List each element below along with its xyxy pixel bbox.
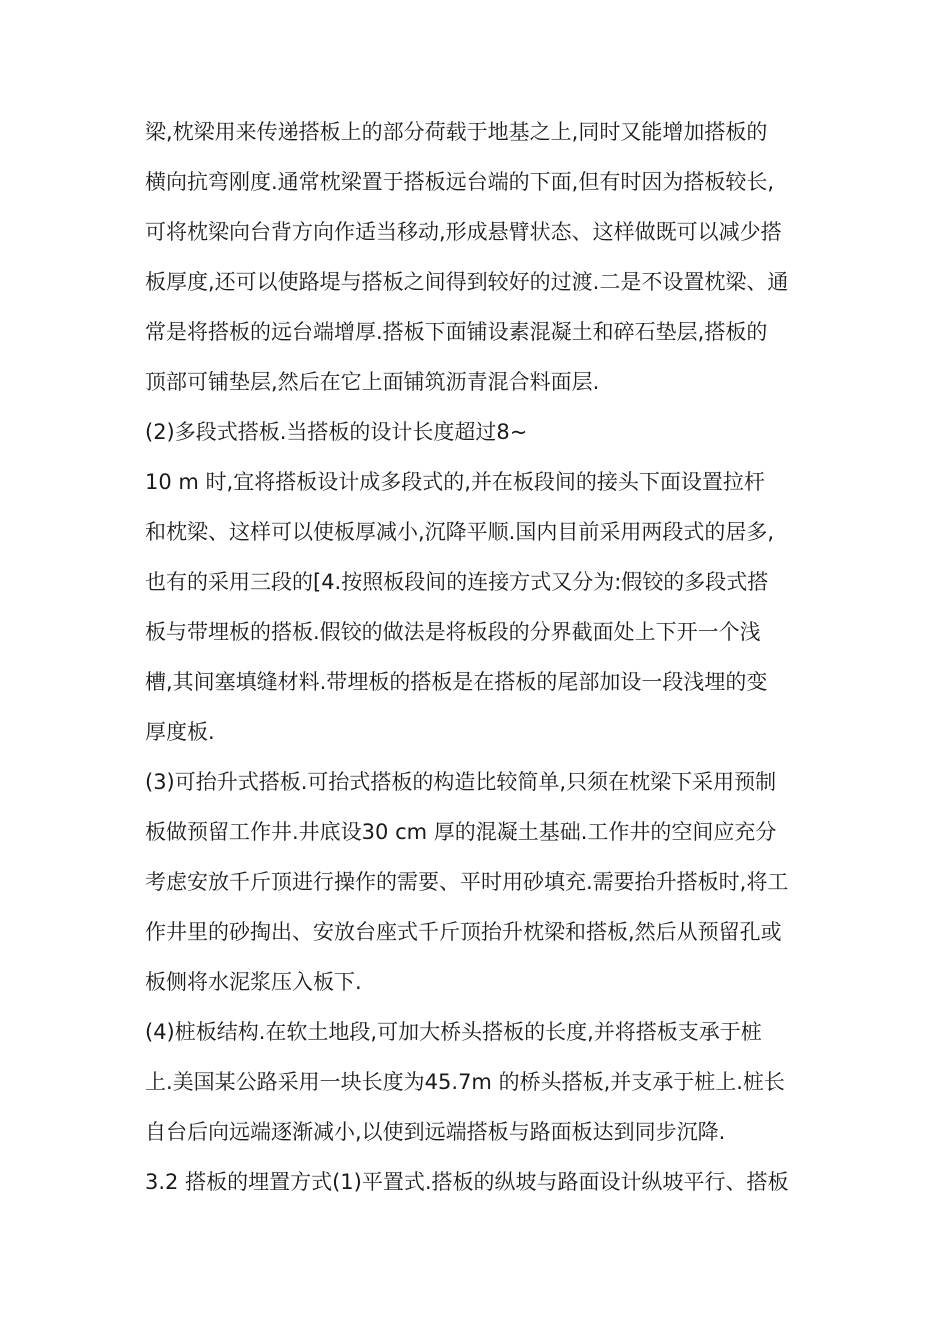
text-line-22: 3.2 搭板的埋置方式(1)平置式.搭板的纵坡与路面设计纵坡平行、搭板 bbox=[145, 1170, 789, 1194]
text-line-7: (2)多段式搭板.当搭板的设计长度超过8~ bbox=[145, 420, 528, 444]
text-line-14: (3)可抬升式搭板.可抬式搭板的构造比较简单,只须在枕梁下采用预制 bbox=[145, 770, 777, 794]
text-line-4: 板厚度,还可以使路堤与搭板之间得到较好的过渡.二是不设置枕梁、通 bbox=[145, 270, 789, 294]
text-line-3: 可将枕梁向台背方向作适当移动,形成悬臂状态、这样做既可以减少搭 bbox=[145, 220, 782, 244]
text-line-18: 板侧将水泥浆压入板下. bbox=[145, 970, 362, 994]
text-line-11: 板与带埋板的搭板.假铰的做法是将板段的分界截面处上下开一个浅 bbox=[145, 620, 761, 644]
text-line-16: 考虑安放千斤顶进行操作的需要、平时用砂填充.需要抬升搭板时,将工 bbox=[145, 870, 789, 894]
text-line-10: 也有的采用三段的[4.按照板段间的连接方式又分为:假铰的多段式搭 bbox=[145, 570, 769, 594]
text-line-9: 和枕梁、这样可以使板厚减小,沉降平顺.国内目前采用两段式的居多, bbox=[145, 520, 775, 544]
text-line-19: (4)桩板结构.在软土地段,可加大桥头搭板的长度,并将搭板支承于桩 bbox=[145, 1020, 762, 1044]
text-line-1: 梁,枕梁用来传递搭板上的部分荷载于地基之上,同时又能增加搭板的 bbox=[145, 120, 768, 144]
text-line-6: 顶部可铺垫层,然后在它上面铺筑沥青混合料面层. bbox=[145, 370, 600, 394]
text-line-15: 板做预留工作井.井底设30 cm 厚的混凝土基础.工作井的空间应充分 bbox=[145, 820, 777, 844]
text-line-12: 槽,其间塞填缝材料.带埋板的搭板是在搭板的尾部加设一段浅埋的变 bbox=[145, 670, 768, 694]
text-line-17: 作井里的砂掏出、安放台座式千斤顶抬升枕梁和搭板,然后从预留孔或 bbox=[145, 920, 782, 944]
text-line-21: 自台后向远端逐渐减小,以使到远端搭板与路面板达到同步沉降. bbox=[145, 1120, 726, 1144]
text-line-5: 常是将搭板的远台端增厚.搭板下面铺设素混凝土和碎石垫层,搭板的 bbox=[145, 320, 768, 344]
text-line-2: 横向抗弯刚度.通常枕梁置于搭板远台端的下面,但有时因为搭板较长, bbox=[145, 170, 775, 194]
text-line-8: 10 m 时,宜将搭板设计成多段式的,并在板段间的接头下面设置拉杆 bbox=[145, 470, 765, 494]
text-line-13: 厚度板. bbox=[145, 720, 215, 744]
text-line-20: 上.美国某公路采用一块长度为45.7m 的桥头搭板,并支承于桩上.桩长 bbox=[145, 1070, 785, 1094]
